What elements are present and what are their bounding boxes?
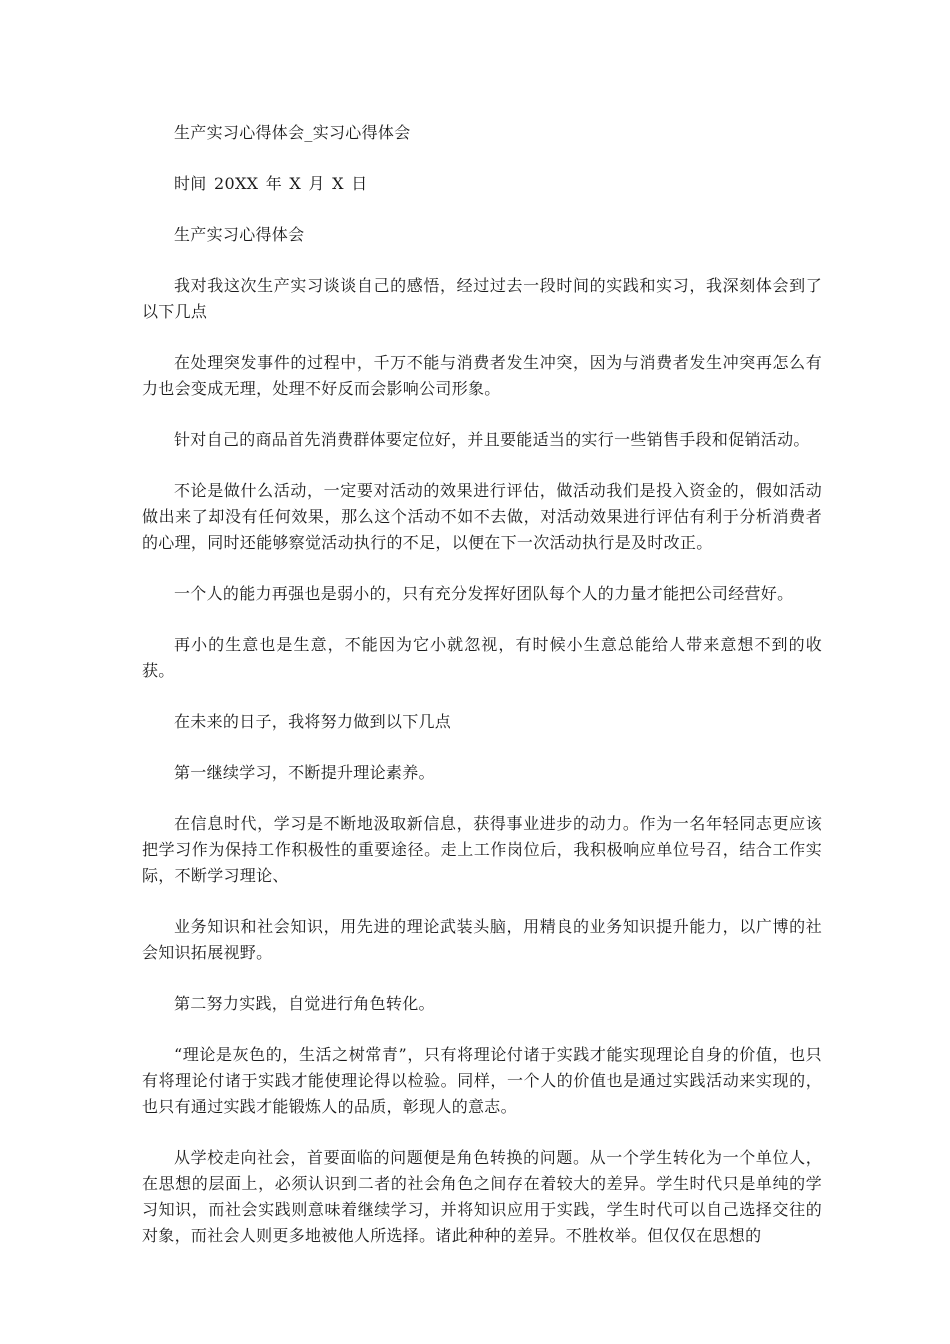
- paragraph: 一个人的能力再强也是弱小的，只有充分发挥好团队每个人的力量才能把公司经营好。: [174, 584, 794, 603]
- paragraph: 在处理突发事件的过程中，千万不能与消费者发生冲突，因为与消费者发生冲突再怎么有力也会变成无理，处理不好反而会影响公司形象。: [142, 353, 822, 398]
- paragraph: 从学校走向社会，首要面临的问题便是角色转换的问题。从一个学生转化为一个单位人，在思想的层面上，必须认识到二者的社会角色之间存在着较大的差异。学生时代只是单纯的学习知识，而社会实践则意味着继续学习，并将知识应用于实践，学生时代可以自己选择交往的对象，而社会人则更多地被他人所选择。诸此种种的差异。不胜枚举。但仅仅在思想的: [142, 1148, 822, 1245]
- paragraph: “理论是灰色的，生活之树常青”，只有将理论付诸于实践才能实现理论自身的价值，也只有将理论付诸于实践才能使理论得以检验。同样，一个人的价值也是通过实践活动来实现的，也只有通过实践才能锻炼人的品质，彰现人的意志。: [142, 1045, 822, 1116]
- paragraph: 我对我这次生产实习谈谈自己的感悟，经过过去一段时间的实践和实习，我深刻体会到了以下几点: [142, 276, 822, 321]
- section-heading: 第二努力实践，自觉进行角色转化。: [174, 994, 435, 1013]
- document-date: 时间 20XX 年 X 月 X 日: [174, 174, 368, 193]
- paragraph: 再小的生意也是生意，不能因为它小就忽视，有时候小生意总能给人带来意想不到的收获。: [142, 635, 822, 680]
- paragraph: 在未来的日子，我将努力做到以下几点: [174, 712, 452, 731]
- section-heading: 第一继续学习，不断提升理论素养。: [174, 763, 435, 782]
- paragraph: 业务知识和社会知识，用先进的理论武装头脑，用精良的业务知识提升能力，以广博的社会知识拓展视野。: [142, 917, 822, 962]
- document-subtitle: 生产实习心得体会: [174, 225, 305, 244]
- paragraph: 不论是做什么活动，一定要对活动的效果进行评估，做活动我们是投入资金的，假如活动做出来了却没有任何效果，那么这个活动不如不去做，对活动效果进行评估有利于分析消费者的心理，同时还能够察觉活动执行的不足，以便在下一次活动执行是及时改正。: [142, 481, 822, 552]
- document-body: [142, 120, 822, 1274]
- document-title: 生产实习心得体会_实习心得体会: [174, 123, 411, 142]
- paragraph: 针对自己的商品首先消费群体要定位好，并且要能适当的实行一些销售手段和促销活动。: [174, 430, 810, 449]
- paragraph: 在信息时代，学习是不断地汲取新信息，获得事业进步的动力。作为一名年轻同志更应该把学习作为保持工作积极性的重要途径。走上工作岗位后，我积极响应单位号召，结合工作实际，不断学习理论、: [142, 814, 822, 885]
